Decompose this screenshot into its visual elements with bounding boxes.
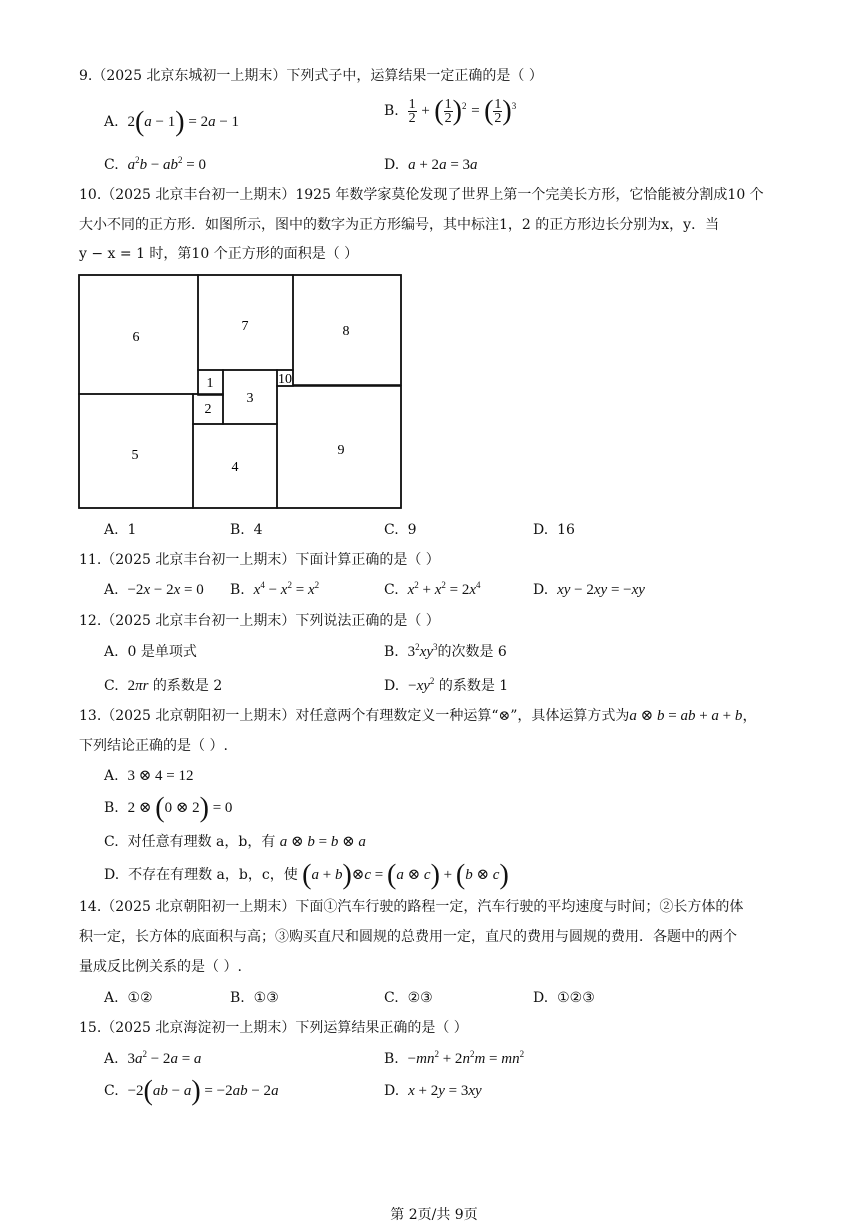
q13-option-b: B. 2 ⊗ (0 ⊗ 2) = 0 bbox=[104, 792, 233, 824]
square-label-4: 4 bbox=[231, 460, 239, 475]
q10-option-a: A. 1 bbox=[104, 522, 137, 538]
q15-option-c: C. −2(ab − a) = −2ab − 2a bbox=[104, 1075, 279, 1107]
q9-option-a: A. 2(a − 1) = 2a − 1 bbox=[104, 106, 240, 138]
square-label-7: 7 bbox=[241, 319, 249, 334]
square-label-3: 3 bbox=[246, 391, 254, 406]
q11-option-d: D. xy − 2xy = −xy bbox=[533, 582, 645, 598]
q9-option-b: B. $\frac{1}{2}$ + ( $\frac{1}{2}$ )$^2$ = ( $\frac{1}{2}$ )$^3$ bbox=[384, 95, 517, 127]
square-label-2: 2 bbox=[204, 402, 212, 417]
q13-option-d: D. 不存在有理数 a，b，c，使 (a + b)⊗c = (a ⊗ c) + (b ⊗ c) bbox=[104, 859, 509, 891]
q13-option-c: C. 对任意有理数 a，b，有 a ⊗ b = b ⊗ a bbox=[104, 834, 366, 850]
q10-stem-line3: y − x = 1 时，第10 个正方形的面积是（ ） bbox=[79, 246, 359, 262]
q14-stem-line1: 14.（2025 北京朝阳初一上期末）下面①汽车行驶的路程一定，汽车行驶的平均速度与时间；②长方体的体 bbox=[79, 899, 744, 915]
q12-option-a: A. 0 是单项式 bbox=[104, 644, 197, 660]
q12-option-b: B. $3^2xy^3$的次数是 6 bbox=[384, 642, 507, 660]
q14-option-c: C. ②③ bbox=[384, 990, 433, 1006]
q14-option-d: D. ①②③ bbox=[533, 990, 595, 1006]
square-label-5: 5 bbox=[131, 448, 139, 463]
q14-option-b: B. ①③ bbox=[230, 990, 279, 1006]
q12-stem: 12.（2025 北京丰台初一上期末）下列说法正确的是（ ） bbox=[79, 613, 440, 629]
q11-option-b: B. $x^4 - x^2 = x^2$ bbox=[230, 580, 320, 598]
outer-rectangle bbox=[79, 275, 401, 508]
q14-stem-line3: 量成反比例关系的是（ ）. bbox=[79, 959, 242, 975]
q9-option-c: C. $a^2b - ab^2 = 0$ bbox=[104, 155, 207, 173]
q9-option-d: D. a + 2a = 3a bbox=[384, 157, 478, 173]
q10-option-d: D. 16 bbox=[533, 522, 575, 538]
q12-option-d: D. $-xy^2$ 的系数是 1 bbox=[384, 676, 509, 694]
square-label-1: 1 bbox=[206, 376, 214, 391]
q12-option-c: C. 2πr 的系数是 2 bbox=[104, 678, 223, 694]
q13-stem-line1: 13.（2025 北京朝阳初一上期末）对任意两个有理数定义一种运算“⊗”，具体运算方式为a ⊗ b = ab + a + b， bbox=[79, 708, 758, 724]
q15-option-b: B. $-mn^2 + 2n^2m = mn^2$ bbox=[384, 1049, 525, 1067]
q9-stem: 9.（2025 北京东城初一上期末）下列式子中，运算结果一定正确的是（ ） bbox=[79, 68, 543, 84]
q15-option-a: A. $3a^2 - 2a = a$ bbox=[104, 1049, 202, 1067]
square-label-8: 8 bbox=[342, 324, 350, 339]
q15-option-d: D. x + 2y = 3xy bbox=[384, 1083, 482, 1099]
q13-stem-line2: 下列结论正确的是（ ）. bbox=[79, 738, 228, 754]
square-label-9: 9 bbox=[337, 443, 345, 458]
q14-option-a: A. ①② bbox=[104, 990, 153, 1006]
square-label-10: 10 bbox=[278, 372, 292, 387]
q10-stem-line2: 大小不同的正方形．如图所示，图中的数字为正方形编号，其中标注1，2 的正方形边长分别为x，y．当 bbox=[79, 217, 720, 233]
q10-option-b: B. 4 bbox=[230, 522, 263, 538]
q11-option-a: A. −2x − 2x = 0 bbox=[104, 582, 204, 598]
q10-option-c: C. 9 bbox=[384, 522, 417, 538]
q10-stem-line1: 10.（2025 北京丰台初一上期末）1925 年数学家莫伦发现了世界上第一个完美长方形，它恰能被分割成10 个 bbox=[79, 187, 764, 203]
q11-option-c: C. $x^2 + x^2 = 2x^4$ bbox=[384, 580, 481, 598]
q14-stem-line2: 积一定，长方体的底面积与高；③购买直尺和圆规的总费用一定，直尺的费用与圆规的费用．各题中的两个 bbox=[79, 929, 737, 945]
q13-option-a: A. 3 ⊗ 4 = 12 bbox=[104, 768, 194, 784]
q11-stem: 11.（2025 北京丰台初一上期末）下面计算正确的是（ ） bbox=[79, 552, 440, 568]
square-label-6: 6 bbox=[132, 330, 140, 345]
q15-stem: 15.（2025 北京海淀初一上期末）下列运算结果正确的是（ ） bbox=[79, 1020, 468, 1036]
page-footer: 第 2页/共 9页 bbox=[390, 1207, 478, 1223]
perfect-rectangle-figure bbox=[78, 274, 404, 511]
